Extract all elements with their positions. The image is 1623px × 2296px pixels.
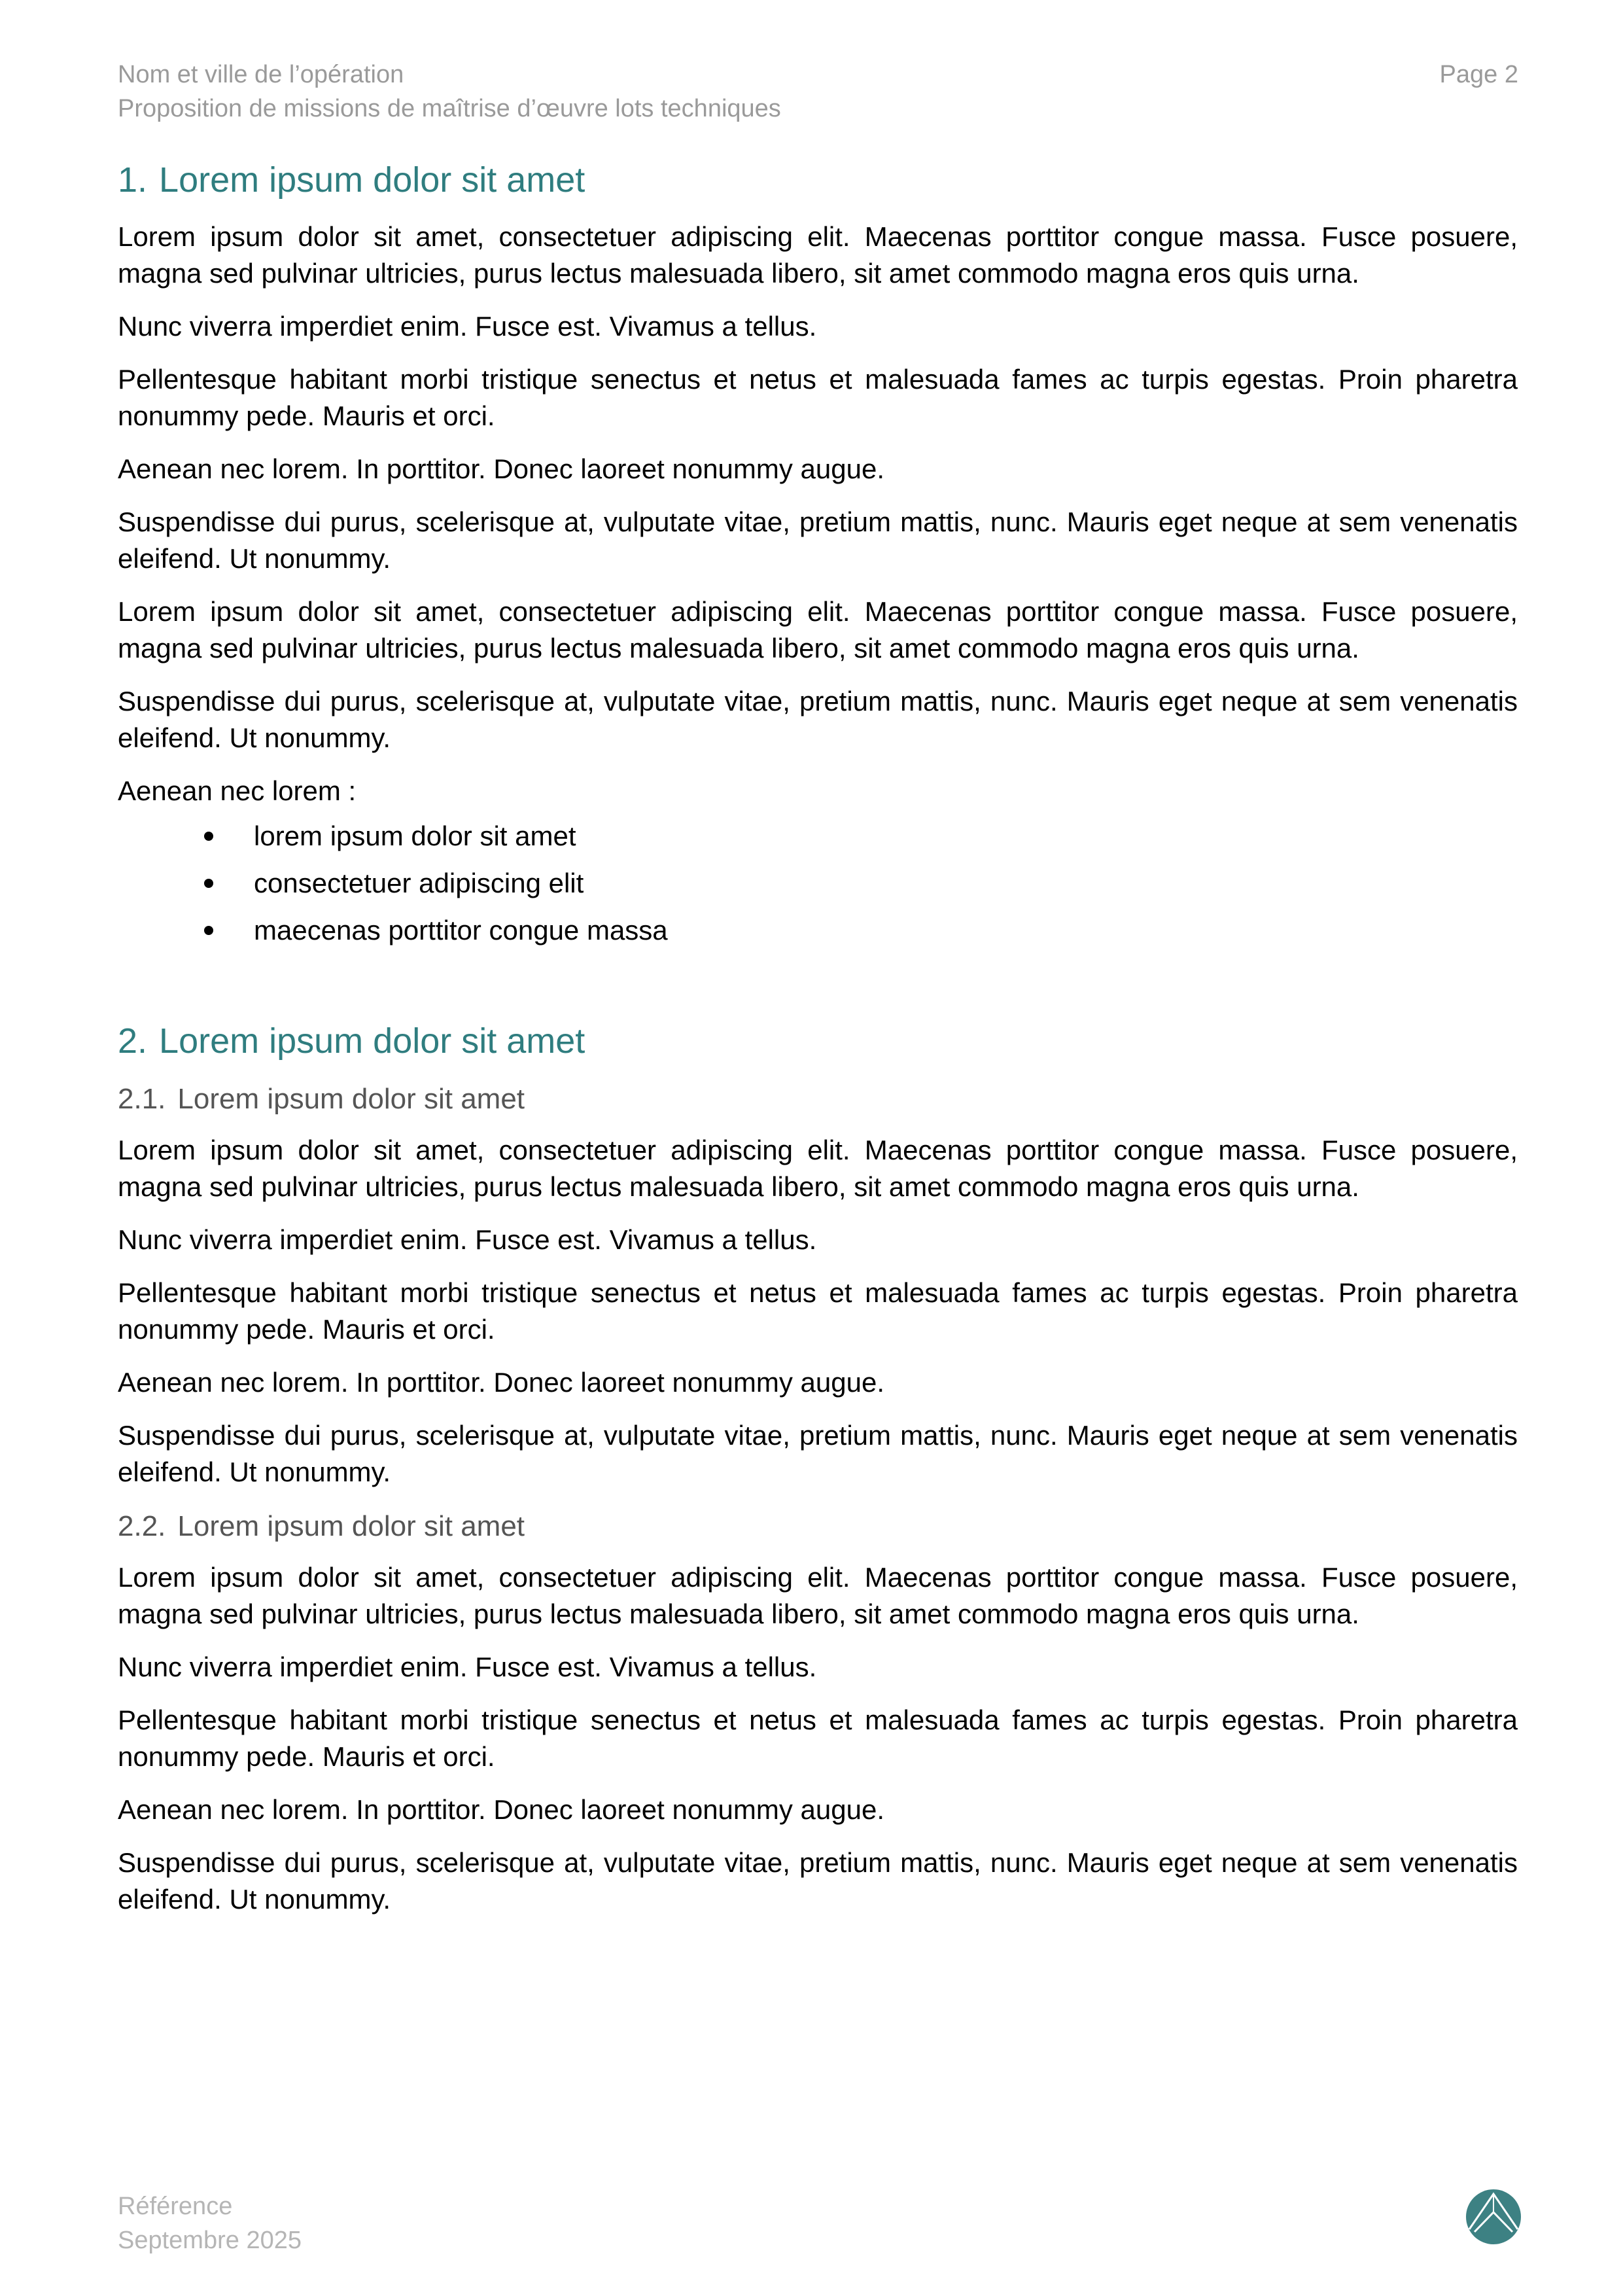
running-header (118, 58, 781, 126)
subsection-title: Lorem ipsum dolor sit amet (177, 1083, 525, 1115)
paragraph: Aenean nec lorem : (118, 775, 357, 806)
paragraph: Pellentesque habitant morbi tristique senectus et netus et malesuada fames ac turpis egestas. Proin pharetra nonummy pede. Mauris et orci. (118, 1277, 1518, 1345)
section-title: Lorem ipsum dolor sit amet (159, 1021, 585, 1061)
subsection-number: 2.2. (118, 1510, 166, 1542)
paragraph: Pellentesque habitant morbi tristique senectus et netus et malesuada fames ac turpis egestas. Proin pharetra nonummy pede. Mauris et orci. (118, 364, 1518, 431)
section-2-heading (118, 1018, 1518, 1064)
footer-date: Septembre 2025 (118, 2227, 302, 2254)
paragraph: Aenean nec lorem. In porttitor. Donec laoreet nonummy augue. (118, 453, 885, 484)
paragraph: Nunc viverra imperdiet enim. Fusce est. Vivamus a tellus. (118, 311, 817, 342)
section-title: Lorem ipsum dolor sit amet (159, 160, 585, 200)
paragraph: Lorem ipsum dolor sit amet, consectetuer adipiscing elit. Maecenas porttitor congue massa. Fusce posuere, magna sed pulvinar ultricies, purus lectus malesuada libero, sit amet commodo magna eros quis urna. (118, 1135, 1518, 1202)
bullet-icon (204, 879, 213, 888)
paragraph: Lorem ipsum dolor sit amet, consectetuer adipiscing elit. Maecenas porttitor congue massa. Fusce posuere, magna sed pulvinar ultricies, purus lectus malesuada libero, sit amet commodo magna eros quis urna. (118, 1562, 1518, 1629)
paragraph: Lorem ipsum dolor sit amet, consectetuer adipiscing elit. Maecenas porttitor congue massa. Fusce posuere, magna sed pulvinar ultricies, purus lectus malesuada libero, sit amet commodo magna eros quis urna. (118, 596, 1518, 663)
paragraph: Pellentesque habitant morbi tristique senectus et netus et malesuada fames ac turpis egestas. Proin pharetra nonummy pede. Mauris et orci. (118, 1704, 1518, 1772)
section-number: 2. (118, 1021, 148, 1061)
footer-reference: Référence (118, 2193, 233, 2220)
paragraph: Suspendisse dui purus, scelerisque at, vulputate vitae, pretium mattis, nunc. Mauris eget neque at sem venenatis eleifend. Ut nonummy. (118, 506, 1518, 574)
paragraph: Nunc viverra imperdiet enim. Fusce est. Vivamus a tellus. (118, 1651, 817, 1682)
subsection-title: Lorem ipsum dolor sit amet (177, 1510, 525, 1542)
subsection-number: 2.1. (118, 1083, 166, 1115)
footer (118, 2189, 302, 2257)
paragraph: Lorem ipsum dolor sit amet, consectetuer adipiscing elit. Maecenas porttitor congue massa. Fusce posuere, magna sed pulvinar ultricies, purus lectus malesuada libero, sit amet commodo magna eros quis urna. (118, 221, 1518, 289)
paragraph: Aenean nec lorem. In porttitor. Donec laoreet nonummy augue. (118, 1794, 885, 1825)
operation-name: Nom et ville de l’opération (118, 61, 404, 88)
paragraph: Nunc viverra imperdiet enim. Fusce est. Vivamus a tellus. (118, 1224, 817, 1255)
bullet-icon (204, 926, 213, 935)
subsection-2-2-heading (118, 1507, 1518, 1546)
list-item: maecenas porttitor congue massa (254, 912, 1518, 949)
paragraph: Suspendisse dui purus, scelerisque at, vulputate vitae, pretium mattis, nunc. Mauris eget neque at sem venenatis eleifend. Ut nonummy. (118, 1847, 1518, 1915)
list-item: lorem ipsum dolor sit amet (254, 818, 1518, 855)
section-1-heading (118, 157, 1518, 203)
subsection-2-1-heading (118, 1080, 1518, 1119)
paragraph: Aenean nec lorem. In porttitor. Donec laoreet nonummy augue. (118, 1367, 885, 1398)
list-item: consectetuer adipiscing elit (254, 865, 1518, 902)
bullet-list (118, 818, 1518, 949)
paragraph: Suspendisse dui purus, scelerisque at, vulputate vitae, pretium mattis, nunc. Mauris eget neque at sem venenatis eleifend. Ut nonummy. (118, 686, 1518, 753)
mountain-logo-icon (1465, 2189, 1522, 2245)
paragraph: Suspendisse dui purus, scelerisque at, vulputate vitae, pretium mattis, nunc. Mauris eget neque at sem venenatis eleifend. Ut nonummy. (118, 1420, 1518, 1487)
page-number: Page 2 (1439, 61, 1518, 88)
document-body (118, 157, 1518, 1934)
document-subtitle: Proposition de missions de maîtrise d’œuvre lots techniques (118, 95, 781, 122)
bullet-icon (204, 832, 213, 841)
section-number: 1. (118, 160, 148, 200)
